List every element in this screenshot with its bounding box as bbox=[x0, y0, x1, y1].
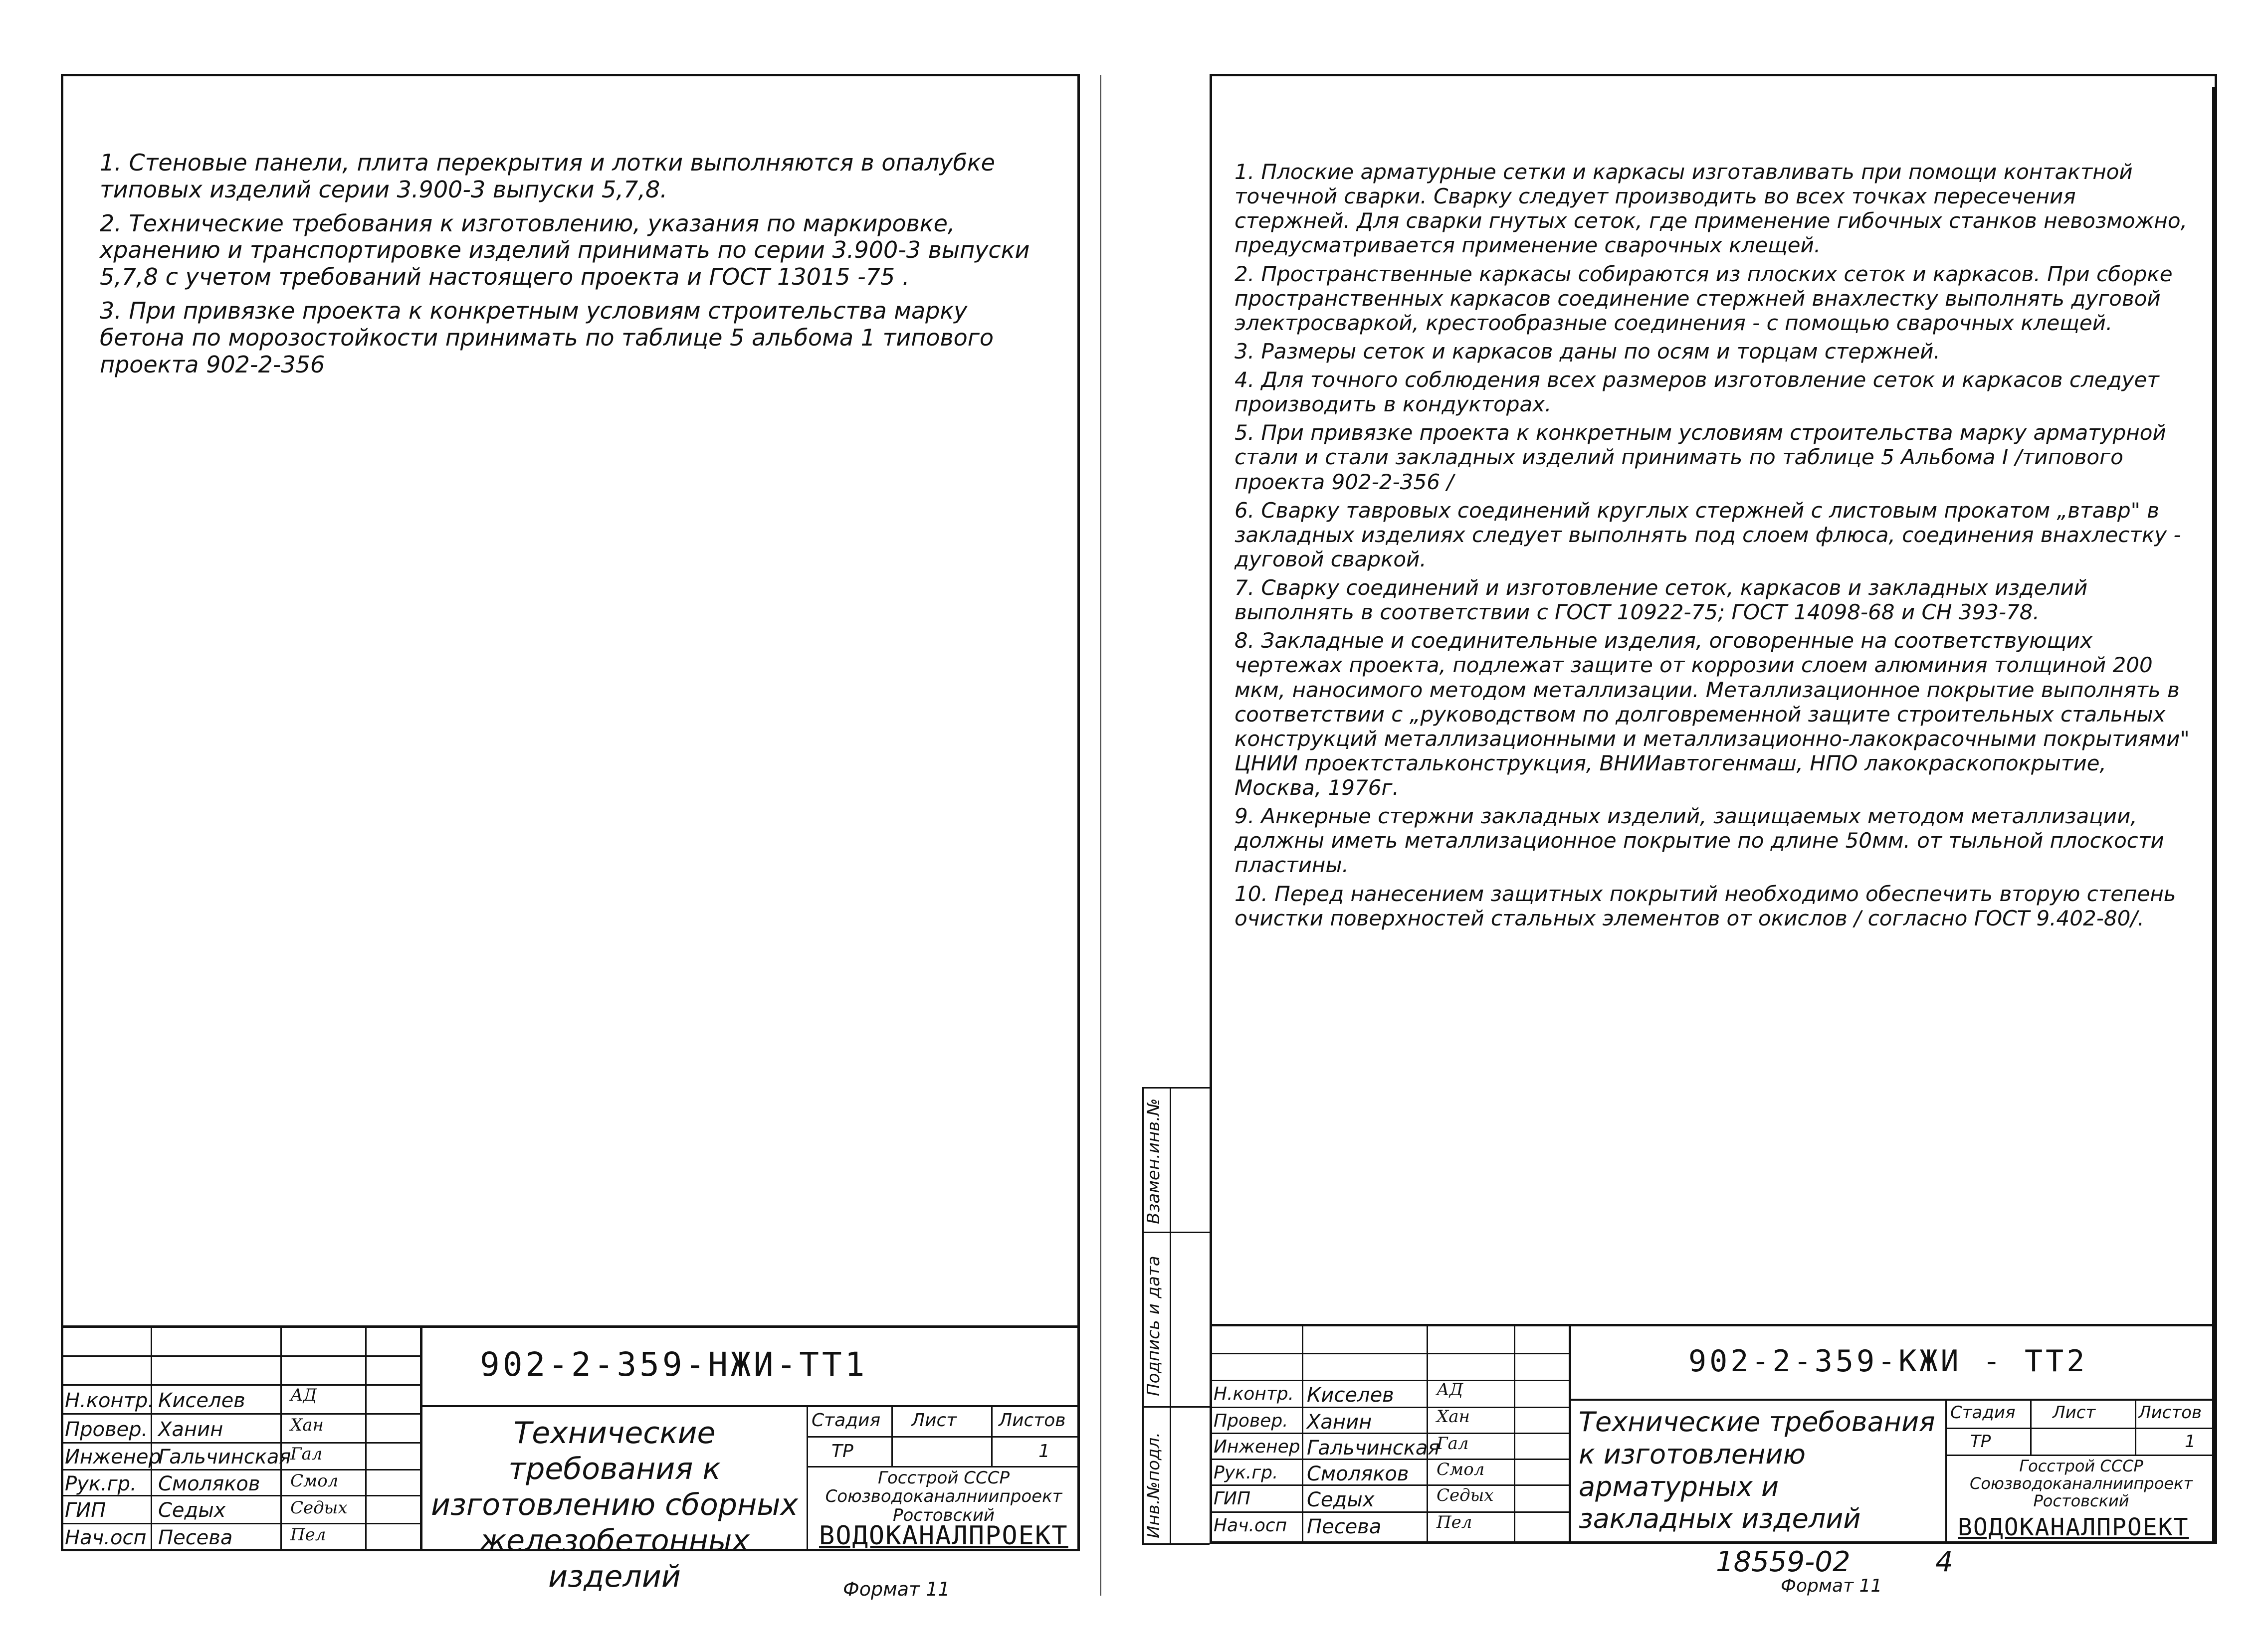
right-sheet-title: Технические требования к изготовлению арматурных и закладных изделий bbox=[1579, 1406, 1935, 1535]
left-stage-label: Стадия bbox=[812, 1410, 881, 1431]
right-role-1: Н.контр. bbox=[1214, 1384, 1294, 1404]
left-org-line-2: Союзводоканалниипроект bbox=[825, 1486, 1062, 1507]
left-name-4: Смоляков bbox=[158, 1472, 260, 1495]
right-role-3: Инженер bbox=[1214, 1437, 1300, 1457]
left-name-2: Ханин bbox=[158, 1418, 223, 1441]
left-name-3: Гальчинская bbox=[158, 1446, 291, 1468]
left-role-3: Инженер bbox=[65, 1446, 161, 1468]
right-note-4: 4. Для точного соблюдения всех размеров изготовление сеток и каркасов следует производить в кондукторах. bbox=[1235, 367, 2159, 417]
right-note-2: 2. Пространственные каркасы собираются из плоских сеток и каркасов. При сборке пространственных каркасов соединение стержней внахлестку выполнять дуговой электросваркой, крестообразные соединения - с помощью сварочных клещей. bbox=[1235, 261, 2173, 335]
right-note-5: 5. При привязке проекта к конкретным условиям строительства марку арматурной стали и стали закладных изделий принимать по таблице 5 Альбома I /типового проекта 902-2-356 / bbox=[1235, 420, 2166, 494]
right-org-line-1: Госстрой СССР bbox=[2019, 1457, 2143, 1475]
right-signature-5: Седых bbox=[1437, 1485, 1494, 1505]
left-name-1: Киселев bbox=[158, 1389, 245, 1412]
left-drawing-code: 902-2-359-НЖИ-ТТ1 bbox=[480, 1345, 868, 1384]
right-signature-3: Гал bbox=[1437, 1434, 1469, 1454]
right-stage-value: ТР bbox=[1970, 1432, 1991, 1452]
right-signature-1: АД bbox=[1437, 1380, 1463, 1400]
right-sheet-label: Лист bbox=[2053, 1403, 2096, 1423]
left-org-name: ВОДОКАНАЛПРОЕКТ bbox=[819, 1521, 1068, 1551]
left-role-5: ГИП bbox=[65, 1499, 106, 1522]
right-side-strip bbox=[1142, 1087, 1210, 1543]
left-org-line-3: Ростовский bbox=[892, 1505, 995, 1525]
right-org-name: ВОДОКАНАЛПРОЕКТ bbox=[1958, 1513, 2189, 1541]
right-name-1: Киселев bbox=[1307, 1384, 1394, 1407]
left-signature-1: АД bbox=[290, 1385, 317, 1405]
right-note-10: 10. Перед нанесением защитных покрытий необходимо обеспечить вторую степень очистки поверхностей стальных элементов от окислов / согласно ГОСТ 9.402-80/. bbox=[1235, 881, 2176, 930]
right-role-5: ГИП bbox=[1214, 1488, 1251, 1509]
left-sheets-label: Листов bbox=[999, 1410, 1066, 1431]
right-side-label-replace: Взамен.инв.№ bbox=[1144, 1098, 1164, 1224]
right-note-3: 3. Размеры сеток и каркасов даны по осям и торцам стержней. bbox=[1235, 339, 1940, 364]
left-notes bbox=[100, 150, 1057, 378]
right-side-label-inv: Инв.№подл. bbox=[1144, 1432, 1164, 1538]
right-signature-4: Смол bbox=[1437, 1460, 1485, 1479]
left-role-1: Н.контр. bbox=[65, 1389, 154, 1412]
left-name-5: Седых bbox=[158, 1499, 226, 1522]
left-signature-2: Хан bbox=[290, 1415, 324, 1435]
right-archive-number: 18559-02 bbox=[1716, 1546, 1851, 1578]
sheet-divider bbox=[1100, 75, 1101, 1596]
right-role-6: Нач.осп bbox=[1214, 1515, 1287, 1536]
right-name-3: Гальчинская bbox=[1307, 1437, 1440, 1460]
left-role-4: Рук.гр. bbox=[65, 1472, 137, 1495]
right-signature-2: Хан bbox=[1437, 1407, 1470, 1427]
right-name-4: Смоляков bbox=[1307, 1463, 1409, 1485]
left-sheets-value: 1 bbox=[1038, 1441, 1050, 1462]
right-format-label: Формат 11 bbox=[1781, 1576, 1882, 1596]
right-organization bbox=[1948, 1458, 2215, 1510]
right-name-2: Ханин bbox=[1307, 1411, 1372, 1434]
left-name-6: Песева bbox=[158, 1526, 233, 1549]
left-signature-4: Смол bbox=[290, 1471, 339, 1491]
right-sheets-label: Листов bbox=[2138, 1403, 2202, 1423]
left-format-label: Формат 11 bbox=[843, 1578, 950, 1600]
left-stage-value: ТР bbox=[831, 1441, 853, 1462]
right-name-5: Седых bbox=[1307, 1488, 1375, 1511]
left-sheet-label: Лист bbox=[911, 1410, 957, 1431]
left-organization bbox=[809, 1469, 1078, 1525]
right-name-6: Песева bbox=[1307, 1515, 1382, 1538]
right-note-9: 9. Анкерные стержни закладных изделий, защищаемых методом металлизации, должны иметь металлизационное покрытие по длине 50мм. от тыльной плоскости пластины. bbox=[1235, 804, 2164, 878]
right-role-4: Рук.гр. bbox=[1214, 1463, 1278, 1483]
left-sheet-title: Технические требования к изготовлению сборных железобетонных изделий bbox=[430, 1416, 799, 1594]
right-notes bbox=[1235, 160, 2197, 930]
left-signature-3: Гал bbox=[290, 1444, 323, 1464]
right-signature-6: Пел bbox=[1437, 1512, 1472, 1532]
right-title-block bbox=[1210, 1324, 2217, 1543]
right-note-6: 6. Сварку тавровых соединений круглых стержней с листовым прокатом „втавр" в закладных изделиях следует выполнять под слоем флюса, соединения внахлестку - дуговой сваркой. bbox=[1235, 498, 2181, 571]
left-signature-6: Пел bbox=[290, 1525, 326, 1545]
right-org-line-2: Союзводоканалниипроект bbox=[1970, 1474, 2193, 1493]
left-role-6: Нач.осп bbox=[65, 1526, 147, 1549]
right-side-label-sign: Подпись и дата bbox=[1144, 1256, 1164, 1396]
left-org-line-1: Госстрой СССР bbox=[878, 1468, 1010, 1488]
right-drawing-code: 902-2-359-КЖИ - ТТ2 bbox=[1688, 1344, 2088, 1379]
left-signature-5: Седых bbox=[290, 1498, 348, 1518]
right-note-8: 8. Закладные и соединительные изделия, оговоренные на соответствующих чертежах проекта, подлежат защите от коррозии слоем алюминия толщиной 200 мкм, наносимого методом металлизации. Металлизационное покрытие выполнять в соответствии с „руководством по долговременной защите строительных стальных конструкций металлизационными и металлизационно-лакокрасочными покрытиями" ЦНИИ проектстальконструкция, ВНИИавтогенмаш, НПО лакокраскопокрытие, Москва, 1976г. bbox=[1235, 628, 2190, 800]
right-page-number: 4 bbox=[1935, 1546, 1953, 1578]
right-role-2: Провер. bbox=[1214, 1411, 1288, 1431]
right-note-7: 7. Сварку соединений и изготовление сеток, каркасов и закладных изделий выполнять в соответствии с ГОСТ 10922-75; ГОСТ 14098-68 и СН 393-78. bbox=[1235, 575, 2088, 625]
right-note-1: 1. Плоские арматурные сетки и каркасы изготавливать при помощи контактной точечной сварки. Сварку следует производить во всех точках пересечения стержней. Для сварки гнутых сеток, где применение гибочных станков невозможно, предусматривается применение сварочных клещей. bbox=[1235, 160, 2187, 258]
right-stage-label: Стадия bbox=[1950, 1403, 2016, 1423]
right-org-line-3: Ростовский bbox=[2033, 1491, 2129, 1511]
left-note-2: 2. Технические требования к изготовлению, указания по маркировке, хранению и транспортировке изделий принимать по серии 3.900-3 выпуски 5,7,8 с учетом требований настоящего проекта и ГОСТ 13015 -75 . bbox=[100, 209, 1030, 291]
left-role-2: Провер. bbox=[65, 1418, 148, 1441]
left-note-3: 3. При привязке проекта к конкретным условиям строительства марку бетона по морозостойкости принимать по таблице 5 альбома 1 типового проекта 902-2-356 bbox=[100, 297, 994, 378]
right-sheets-value: 1 bbox=[2185, 1432, 2196, 1452]
left-note-1: 1. Стеновые панели, плита перекрытия и лотки выполняются в опалубке типовых изделий серии 3.900-3 выпуски 5,7,8. bbox=[100, 149, 995, 203]
